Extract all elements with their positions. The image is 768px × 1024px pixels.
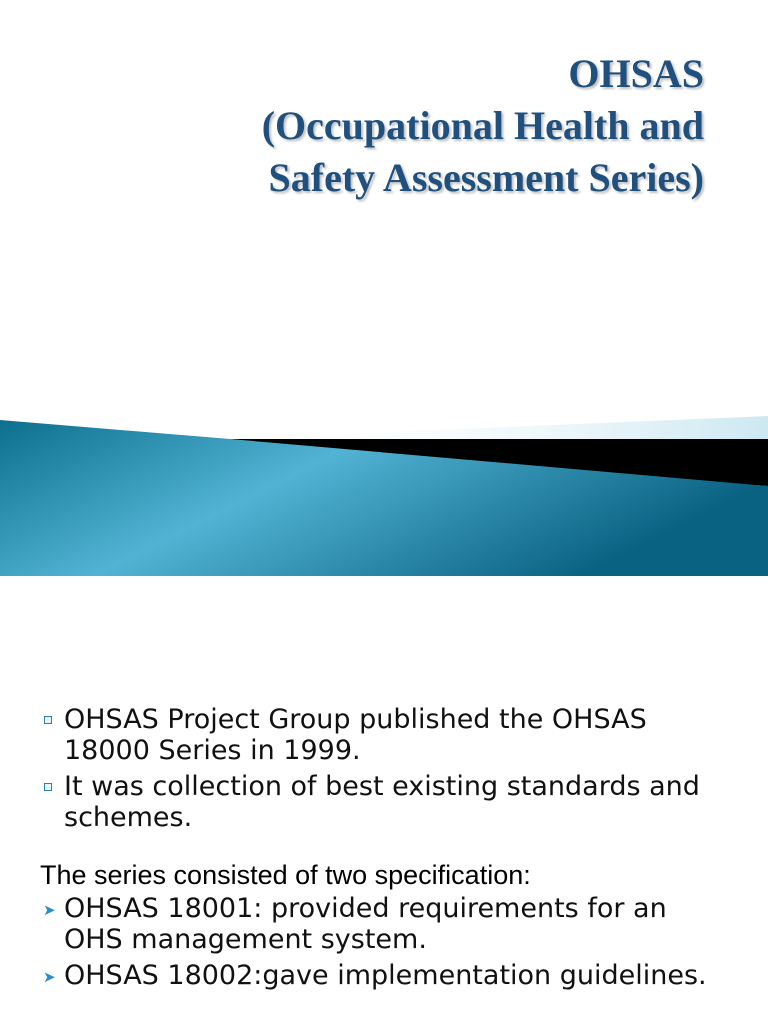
list-item [40, 960, 730, 991]
band-graphic [0, 412, 768, 580]
bullet-text: It was collection of best existing standards and schemes. [64, 771, 700, 833]
light-streak [220, 416, 768, 439]
list-item [40, 893, 730, 955]
arrow-bullet-icon: ➤ [43, 968, 56, 986]
bullet-text: OHSAS Project Group published the OHSAS 18000 Series in 1999. [64, 704, 647, 766]
spec-text: OHSAS 18001: provided requirements for an OHS management system. [64, 893, 667, 955]
list-item [40, 704, 730, 766]
list-item [40, 771, 730, 833]
bullet-list [40, 704, 730, 833]
decorative-band [0, 412, 768, 580]
title-line-1: OHSAS [568, 51, 704, 96]
section-heading [40, 859, 730, 891]
square-bullet-icon [44, 716, 52, 724]
square-bullet-icon [44, 783, 52, 791]
arrow-bullet-icon: ➤ [43, 901, 56, 919]
title-line-3: Safety Assessment Series) [268, 155, 704, 200]
title-line-2: (Occupational Health and [261, 103, 704, 148]
slide-title [84, 48, 704, 204]
heading-suffix: : [523, 860, 531, 890]
spec-text: OHSAS 18002:gave implementation guidelines. [64, 960, 707, 991]
heading-text: The series consisted of two specification [40, 860, 524, 890]
spec-list [40, 893, 730, 991]
slide-content [40, 704, 730, 996]
